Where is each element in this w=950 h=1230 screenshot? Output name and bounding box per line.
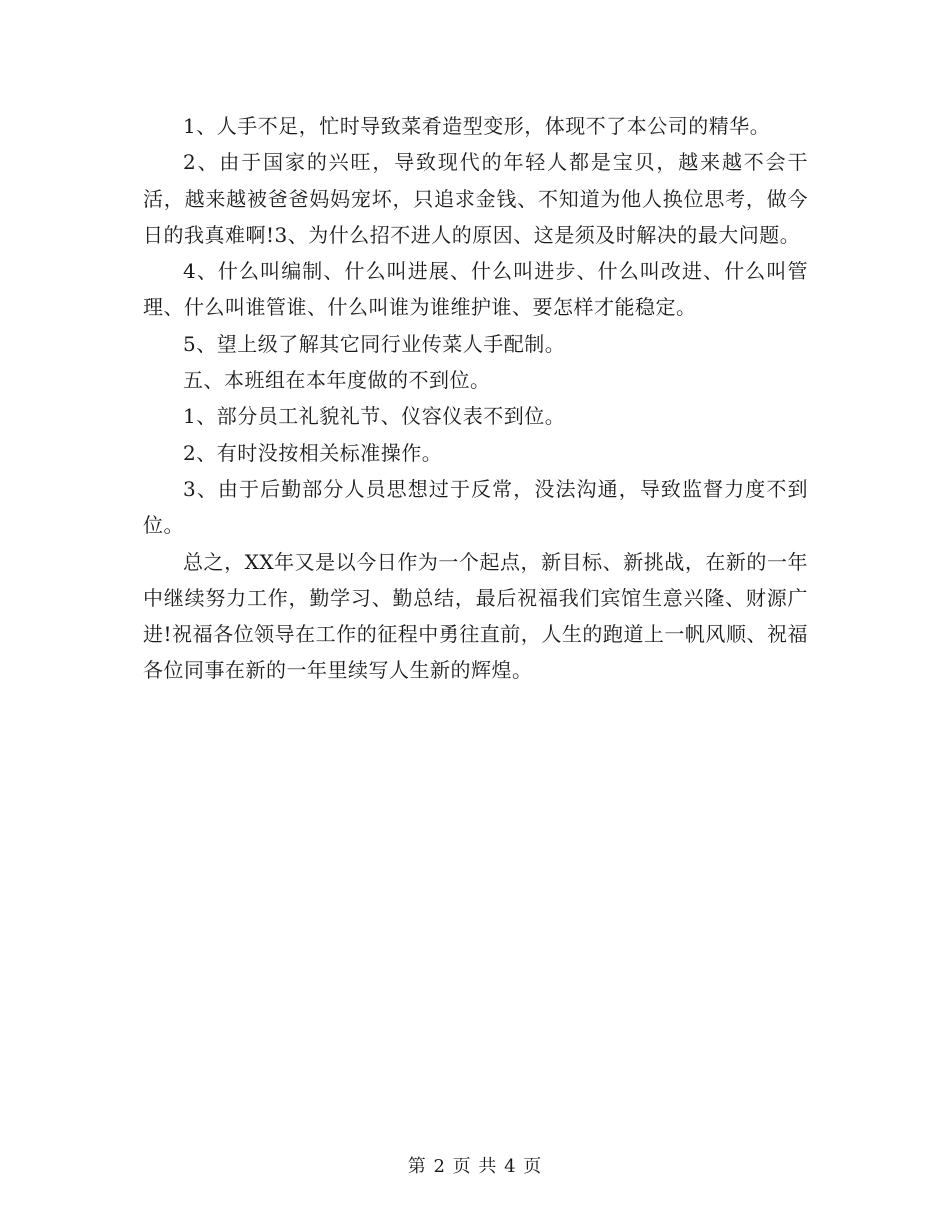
document-body <box>143 108 808 689</box>
page-number-footer: 第 2 页 共 4 页 <box>407 1156 543 1177</box>
paragraph: 2、由于国家的兴旺，导致现代的年轻人都是宝贝，越来越不会干活，越来越被爸爸妈妈宠坏，只追求金钱、不知道为他人换位思考，做今日的我真难啊!3、为什么招不进人的原因、这是须及时解决的最大问题。 <box>143 150 808 247</box>
paragraph: 总之，XX年又是以今日作为一个起点，新目标、新挑战，在新的一年中继续努力工作，勤学习、勤总结，最后祝福我们宾馆生意兴隆、财源广进!祝福各位领导在工作的征程中勇往直前，人生的跑道上一帆风顺、祝福各位同事在新的一年里续写人生新的辉煌。 <box>143 549 808 683</box>
paragraph: 2、有时没按相关标准操作。 <box>183 440 443 465</box>
paragraph: 3、由于后勤部分人员思想过于反常，没法沟通，导致监督力度不到位。 <box>143 476 808 538</box>
paragraph: 1、部分员工礼貌礼节、仪容仪表不到位。 <box>183 404 566 429</box>
paragraph: 4、什么叫编制、什么叫进展、什么叫进步、什么叫改进、什么叫管理、什么叫谁管谁、什么叫谁为谁维护谁、要怎样才能稳定。 <box>143 259 808 320</box>
paragraph: 5、望上级了解其它同行业传菜人手配制。 <box>183 331 566 356</box>
paragraph: 五、本班组在本年度做的不到位。 <box>183 368 491 393</box>
paragraph: 1、人手不足，忙时导致菜肴造型变形，体现不了本公司的精华。 <box>183 114 771 138</box>
